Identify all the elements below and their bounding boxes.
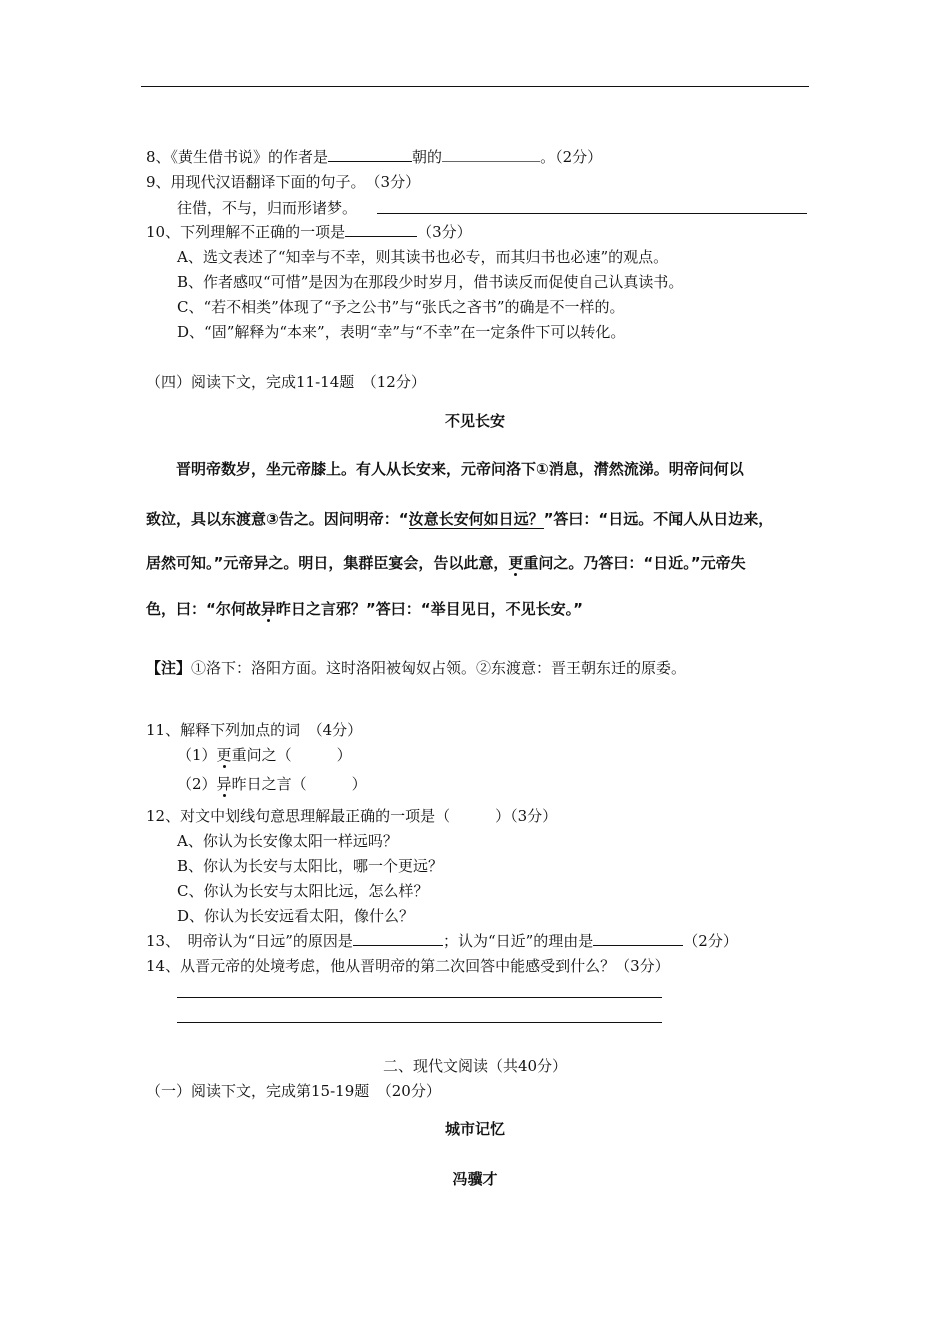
q9-sentence: 往借，不与，归而形诸梦。 xyxy=(177,199,358,217)
q12-option-c: C、你认为长安与太阳比远，怎么样？ xyxy=(177,882,429,900)
section-2-sub: （一）阅读下文，完成第15-19题 （20分） xyxy=(146,1082,441,1100)
underlined-sentence: 汝意长安何如日远？ xyxy=(408,510,544,528)
q11-dotted-geng: 更 xyxy=(216,746,232,764)
q13-reason-blank-2[interactable] xyxy=(593,931,683,946)
passage-note: 【注】①洛下：洛阳方面。这时洛阳被匈奴占领。②东渡意：晋王朝东迁的原委。 xyxy=(146,659,687,677)
header-rule xyxy=(141,86,809,87)
question-8: 8、《黄生借书说》的作者是 朝的 。（2分） xyxy=(146,148,603,166)
q10-option-d: D、“固”解释为“本来”，表明“幸”与“不幸”在一定条件下可以转化。 xyxy=(177,323,626,341)
question-12: 12、对文中划线句意思理解最正确的一项是（ ）（3分） xyxy=(146,807,558,825)
q10-option-b: B、作者感叹“可惜”是因为在那段少时岁月，借书读反而促使自己认真读书。 xyxy=(177,273,684,291)
q10-answer-blank[interactable] xyxy=(345,222,417,237)
q10-option-a: A、选文表述了“知幸与不幸，则其读书也必专，而其归书也必速”的观点。 xyxy=(177,248,669,266)
section-4-heading: （四）阅读下文，完成11-14题 （12分） xyxy=(146,373,426,391)
q8-author-blank[interactable] xyxy=(328,147,412,162)
question-14: 14、从晋元帝的处境考虑，他从晋明帝的第二次回答中能感受到什么？（3分） xyxy=(146,957,670,975)
q11-item-2: （2）异昨日之言（ ） xyxy=(177,775,367,793)
q12-option-d: D、你认为长安远看太阳，像什么？ xyxy=(177,907,415,925)
q9-answer-line[interactable] xyxy=(377,213,807,214)
q14-answer-line-1[interactable] xyxy=(177,997,662,998)
q10-option-c: C、“若不相类”体现了“予之公书”与“张氏之吝书”的确是不一样的。 xyxy=(177,298,625,316)
dotted-char-geng: 更 xyxy=(508,554,524,572)
question-9: 9、用现代汉语翻译下面的句子。 （3分） xyxy=(146,173,421,191)
question-11: 11、解释下列加点的词 （4分） xyxy=(146,721,363,739)
note-label: 【注】 xyxy=(146,659,192,677)
q14-answer-line-2[interactable] xyxy=(177,1022,662,1023)
article-author: 冯骥才 xyxy=(452,1170,498,1188)
question-10: 10、下列理解不正确的一项是 （3分） xyxy=(146,223,472,241)
q12-option-b: B、你认为长安与太阳比，哪一个更远？ xyxy=(177,857,444,875)
q12-option-a: A、你认为长安像太阳一样远吗？ xyxy=(177,832,398,850)
passage-line-2: 致泣，具以东渡意③告之。因问明帝：“汝意长安何如日远？”答曰：“日远。不闻人从日边来， xyxy=(146,510,774,528)
q8-dynasty-blank[interactable] xyxy=(442,147,540,162)
section-2-heading: 二、现代文阅读（共40分） xyxy=(382,1057,568,1075)
q11-item-1: （1）更重问之（ ） xyxy=(177,746,352,764)
passage-line-1: 晋明帝数岁，坐元帝膝上。有人从长安来，元帝问洛下①消息，潸然流涕。明帝问何以 xyxy=(176,460,744,478)
q11-dotted-yi: 异 xyxy=(216,775,232,793)
article-title: 城市记忆 xyxy=(444,1120,505,1138)
passage-line-4: 色，曰：“尔何故异昨日之言邪？”答曰：“举目见日，不见长安。” xyxy=(146,600,583,618)
passage-line-3: 居然可知。”元帝异之。明日，集群臣宴会，告以此意，更重问之。乃答曰：“日近。”元帝失 xyxy=(146,554,746,572)
q13-reason-blank-1[interactable] xyxy=(353,931,443,946)
question-13: 13、 明帝认为“日远”的原因是 ；认为“日近”的理由是 （2分） xyxy=(146,932,738,950)
dotted-char-yi: 异 xyxy=(260,600,276,618)
passage-title: 不见长安 xyxy=(444,412,505,430)
